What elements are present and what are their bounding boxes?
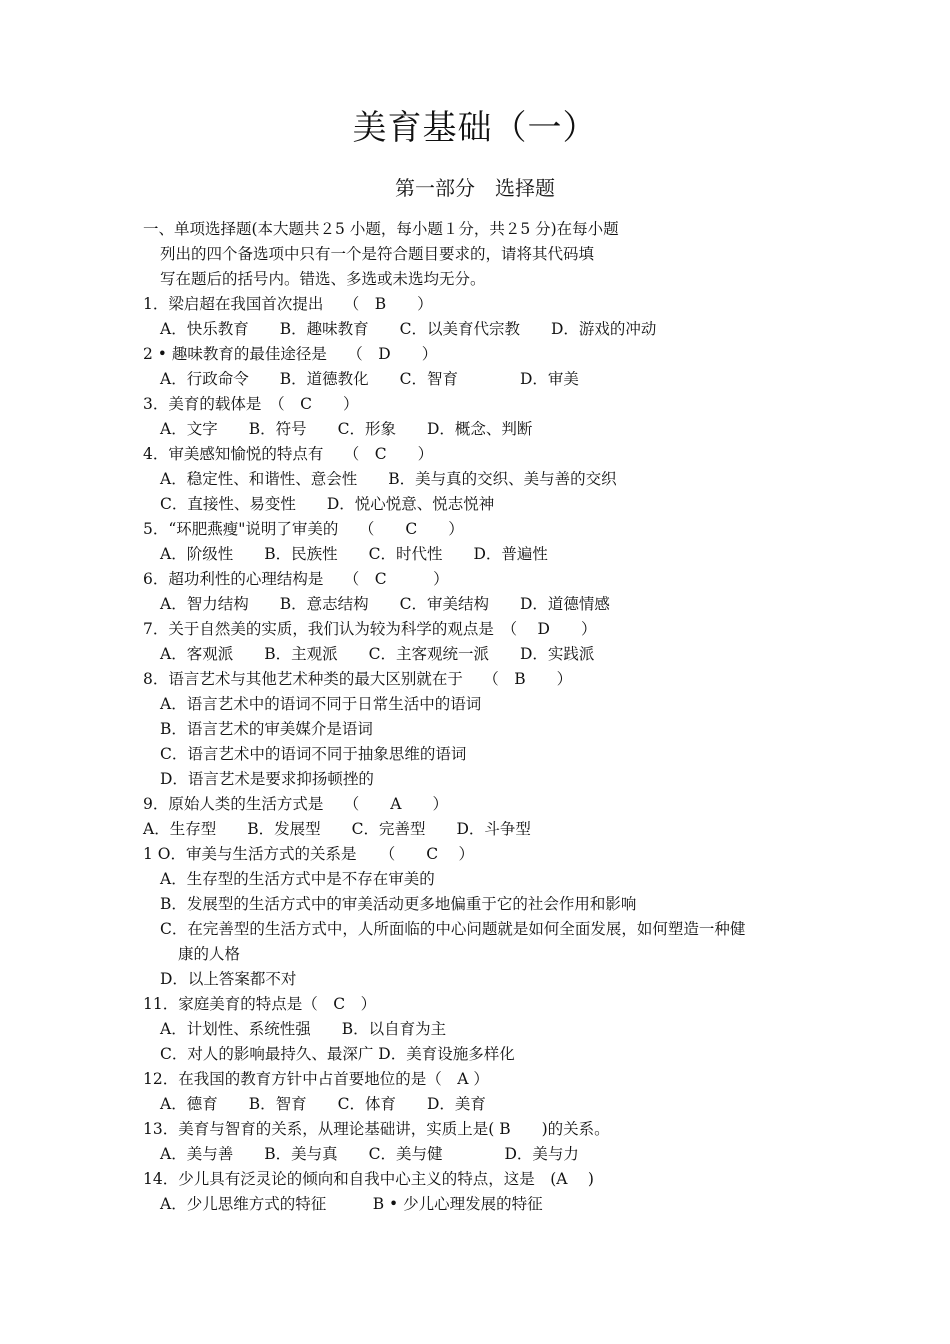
question-7: 7．关于自然美的实质，我们认为较为科学的观点是 （ D ） [143, 620, 597, 638]
question-8: 8．语言艺术与其他艺术种类的最大区别就在于 （ B ） [143, 670, 573, 688]
question-14-options: A．少儿思维方式的特征 B • 少儿心理发展的特征 [160, 1195, 543, 1213]
question-2-options: A．行政命令 B．道德教化 C．智育 D．审美 [160, 370, 579, 388]
question-8-option-a: A．语言艺术中的语词不同于日常生活中的语词 [160, 695, 482, 713]
question-12: 12．在我国的教育方针中占首要地位的是（ A ） [143, 1070, 489, 1088]
question-10-option-c-continued: 康的人格 [178, 945, 241, 963]
question-10: 1 O．审美与生活方式的关系是 （ C ） [143, 845, 475, 863]
question-10-option-b: B．发展型的生活方式中的审美活动更多地偏重于它的社会作用和影响 [160, 895, 637, 913]
question-9: 9．原始人类的生活方式是 （ A ） [143, 795, 448, 813]
question-10-option-a: A．生存型的生活方式中是不存在审美的 [160, 870, 435, 888]
question-10-option-c: C．在完善型的生活方式中，人所面临的中心问题就是如何全面发展，如何塑造一种健 [160, 920, 746, 938]
question-4-options-1: A．稳定性、和谐性、意会性 B．美与真的交织、美与善的交织 [160, 470, 617, 488]
question-1: 1．梁启超在我国首次提出 （ B ） [143, 295, 433, 313]
question-8-option-b: B．语言艺术的审美媒介是语词 [160, 720, 373, 738]
question-4: 4．审美感知愉悦的特点有 （ C ） [143, 445, 434, 463]
instruction-line-2: 列出的四个备选项中只有一个是符合题目要求的，请将其代码填 [160, 245, 595, 263]
question-8-option-c: C．语言艺术中的语词不同于抽象思维的语词 [160, 745, 467, 763]
question-12-options: A．德育 B．智育 C．体育 D．美育 [160, 1095, 486, 1113]
question-5: 5．“环肥燕瘦"说明了审美的 （ C ） [143, 520, 464, 538]
question-6: 6．超功利性的心理结构是 （ C ） [143, 570, 449, 588]
instruction-line-1: 一、单项选择题(本大题共２5 小题，每小题１分，共２5 分)在每小题 [143, 220, 619, 238]
question-1-options: A．快乐教育 B．趣味教育 C．以美育代宗教 D．游戏的冲动 [160, 320, 657, 338]
question-6-options: A．智力结构 B．意志结构 C．审美结构 D．道德情感 [160, 595, 610, 613]
question-13: 13．美育与智育的关系，从理论基础讲，实质上是( B )的关系。 [143, 1120, 610, 1138]
question-14: 14．少儿具有泛灵论的倾向和自我中心主义的特点，这是 (A ) [143, 1170, 594, 1188]
question-2: 2 • 趣味教育的最佳途径是 （ D ） [143, 345, 438, 363]
instruction-line-3: 写在题后的括号内。错选、多选或未选均无分。 [160, 270, 486, 288]
section-subtitle: 第一部分 选择题 [395, 176, 555, 200]
question-7-options: A．客观派 B．主观派 C．主客观统一派 D．实践派 [160, 645, 595, 663]
question-11: 11．家庭美育的特点是（ C ） [143, 995, 377, 1013]
question-4-options-2: C．直接性、易变性 D．悦心悦意、悦志悦神 [160, 495, 495, 513]
question-9-options: A．生存型 B．发展型 C．完善型 D．斗争型 [143, 820, 531, 838]
page-title: 美育基础（一） [352, 108, 598, 148]
question-5-options: A．阶级性 B．民族性 C．时代性 D．普遍性 [160, 545, 548, 563]
question-11-options-2: C．对人的影响最持久、最深广 D．美育设施多样化 [160, 1045, 515, 1063]
question-8-option-d: D．语言艺术是要求抑扬顿挫的 [160, 770, 374, 788]
question-11-options-1: A．计划性、系统性强 B．以自育为主 [160, 1020, 447, 1038]
question-3: 3．美育的载体是 （ C ） [143, 395, 359, 413]
question-13-options: A．美与善 B．美与真 C．美与健 D．美与力 [160, 1145, 579, 1163]
question-3-options: A．文字 B．符号 C．形象 D．概念、判断 [160, 420, 533, 438]
question-10-option-d: D．以上答案都不对 [160, 970, 297, 988]
